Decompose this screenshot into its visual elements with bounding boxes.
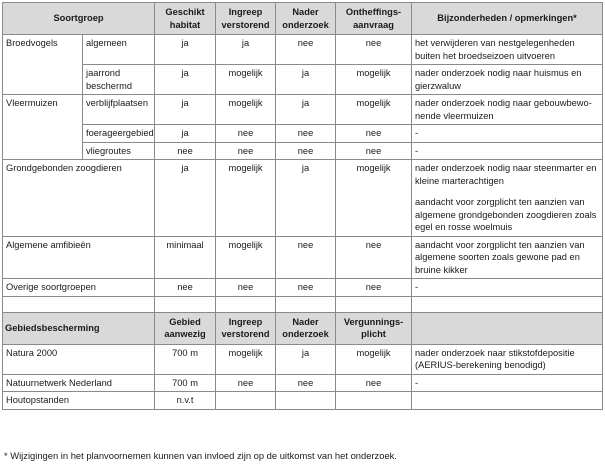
note-cell: - (412, 279, 603, 297)
note-cell: nader onderzoek naar stikstofdepositie (AERIUS-berekening benodigd) (412, 344, 603, 374)
research-cell: nee (276, 374, 336, 392)
suitable-cell: ja (155, 125, 216, 143)
area-natuurnetwerk-nederland: Natuurnetwerk Nederland (3, 374, 155, 392)
impact-cell: mogelijk (216, 236, 276, 279)
impact-cell: nee (216, 279, 276, 297)
table-row (3, 142, 603, 160)
suitable-cell: ja (155, 160, 216, 237)
note-cell: - (412, 374, 603, 392)
spacer-row (3, 296, 603, 312)
impact-cell: nee (216, 374, 276, 392)
table-row (3, 279, 603, 297)
impact-cell (216, 392, 276, 410)
permit-cell: mogelijk (336, 344, 412, 374)
header-gebiedsbescherming: Gebiedsbescherming (3, 312, 155, 344)
impact-cell: nee (216, 125, 276, 143)
suitable-cell: minimaal (155, 236, 216, 279)
research-cell: nee (276, 236, 336, 279)
table-row (3, 236, 603, 279)
research-cell: nee (276, 279, 336, 297)
table-row (3, 65, 603, 95)
header-ontheffingsaanvraag: Ontheffings-aanvraag (336, 3, 412, 35)
note-cell: nader onderzoek nodig naar huismus en gierzwaluw (412, 65, 603, 95)
permit-cell: nee (336, 374, 412, 392)
permit-cell (336, 392, 412, 410)
assessment-table (2, 2, 603, 410)
header-nader-onderzoek: Nader onderzoek (276, 312, 336, 344)
table-row (3, 125, 603, 143)
subgroup-cell: vliegroutes (83, 142, 155, 160)
impact-cell: mogelijk (216, 344, 276, 374)
header-soortgroep: Soortgroep (3, 3, 155, 35)
header-geschikt-habitat: Geschikt habitat (155, 3, 216, 35)
suitable-cell: nee (155, 279, 216, 297)
suitable-cell: nee (155, 142, 216, 160)
suitable-cell: ja (155, 95, 216, 125)
group-broedvogels: Broedvogels (3, 35, 83, 95)
header-bijzonderheden: Bijzonderheden / opmerkingen* (412, 3, 603, 35)
note-paragraph: aandacht voor zorgplicht ten aanzien van algemene grondgebonden zoogdieren zoals egel en rosse woelmuis (415, 197, 597, 232)
table-row (3, 35, 603, 65)
distance-cell: n.v.t (155, 392, 216, 410)
suitable-cell: ja (155, 65, 216, 95)
exemption-cell: nee (336, 279, 412, 297)
note-cell: het verwijderen van nestgelegenheden buiten het broedseizoen uitvoeren (412, 35, 603, 65)
header-gebied-aanwezig: Gebied aanwezig (155, 312, 216, 344)
table-row (3, 392, 603, 410)
subgroup-cell: algemeen (83, 35, 155, 65)
impact-cell: mogelijk (216, 160, 276, 237)
note-cell: aandacht voor zorgplicht ten aanzien van algemene soorten zoals gewone pad en bruine kikker (412, 236, 603, 279)
group-overige-soortgroepen: Overige soortgroepen (3, 279, 155, 297)
suitable-cell: ja (155, 35, 216, 65)
area-houtopstanden: Houtopstanden (3, 392, 155, 410)
impact-cell: mogelijk (216, 95, 276, 125)
group-grondgebonden-zoogdieren: Grondgebonden zoogdieren (3, 160, 155, 237)
species-header-row (3, 3, 603, 35)
exemption-cell: nee (336, 142, 412, 160)
research-cell: ja (276, 160, 336, 237)
research-cell: nee (276, 35, 336, 65)
area-header-row (3, 312, 603, 344)
exemption-cell: nee (336, 35, 412, 65)
note-cell: - (412, 142, 603, 160)
note-paragraph: nader onderzoek nodig naar steenmarter en kleine marterachtigen (415, 163, 597, 186)
header-nader-onderzoek: Nader onderzoek (276, 3, 336, 35)
research-cell: ja (276, 344, 336, 374)
group-vleermuizen: Vleermuizen (3, 95, 83, 160)
table-row (3, 344, 603, 374)
species-assessment-document (2, 2, 603, 410)
header-ingreep-verstorend: Ingreep verstorend (216, 312, 276, 344)
exemption-cell: mogelijk (336, 160, 412, 237)
subgroup-cell: foerageergebied (83, 125, 155, 143)
subgroup-cell: jaarrond beschermd (83, 65, 155, 95)
exemption-cell: mogelijk (336, 65, 412, 95)
research-cell: ja (276, 95, 336, 125)
area-natura-2000: Natura 2000 (3, 344, 155, 374)
distance-cell: 700 m (155, 344, 216, 374)
impact-cell: nee (216, 142, 276, 160)
exemption-cell: nee (336, 125, 412, 143)
research-cell: nee (276, 125, 336, 143)
header-ingreep-verstorend: Ingreep verstorend (216, 3, 276, 35)
impact-cell: mogelijk (216, 65, 276, 95)
exemption-cell: mogelijk (336, 95, 412, 125)
header-vergunningsplicht: Vergunnings-plicht (336, 312, 412, 344)
impact-cell: ja (216, 35, 276, 65)
table-row (3, 374, 603, 392)
note-cell: nader onderzoek nodig naar gebouwbewo-nende vleermuizen (412, 95, 603, 125)
footnote: * Wijzigingen in het planvoornemen kunnen van invloed zijn op de uitkomst van het onderzoek. (4, 450, 397, 461)
research-cell (276, 392, 336, 410)
research-cell: ja (276, 65, 336, 95)
group-algemene-amfibieen: Algemene amfibieën (3, 236, 155, 279)
subgroup-cell: verblijfplaatsen (83, 95, 155, 125)
note-cell (412, 392, 603, 410)
exemption-cell: nee (336, 236, 412, 279)
research-cell: nee (276, 142, 336, 160)
table-row (3, 160, 603, 237)
header-empty (412, 312, 603, 344)
note-cell (412, 160, 603, 237)
table-row (3, 95, 603, 125)
distance-cell: 700 m (155, 374, 216, 392)
note-cell: - (412, 125, 603, 143)
